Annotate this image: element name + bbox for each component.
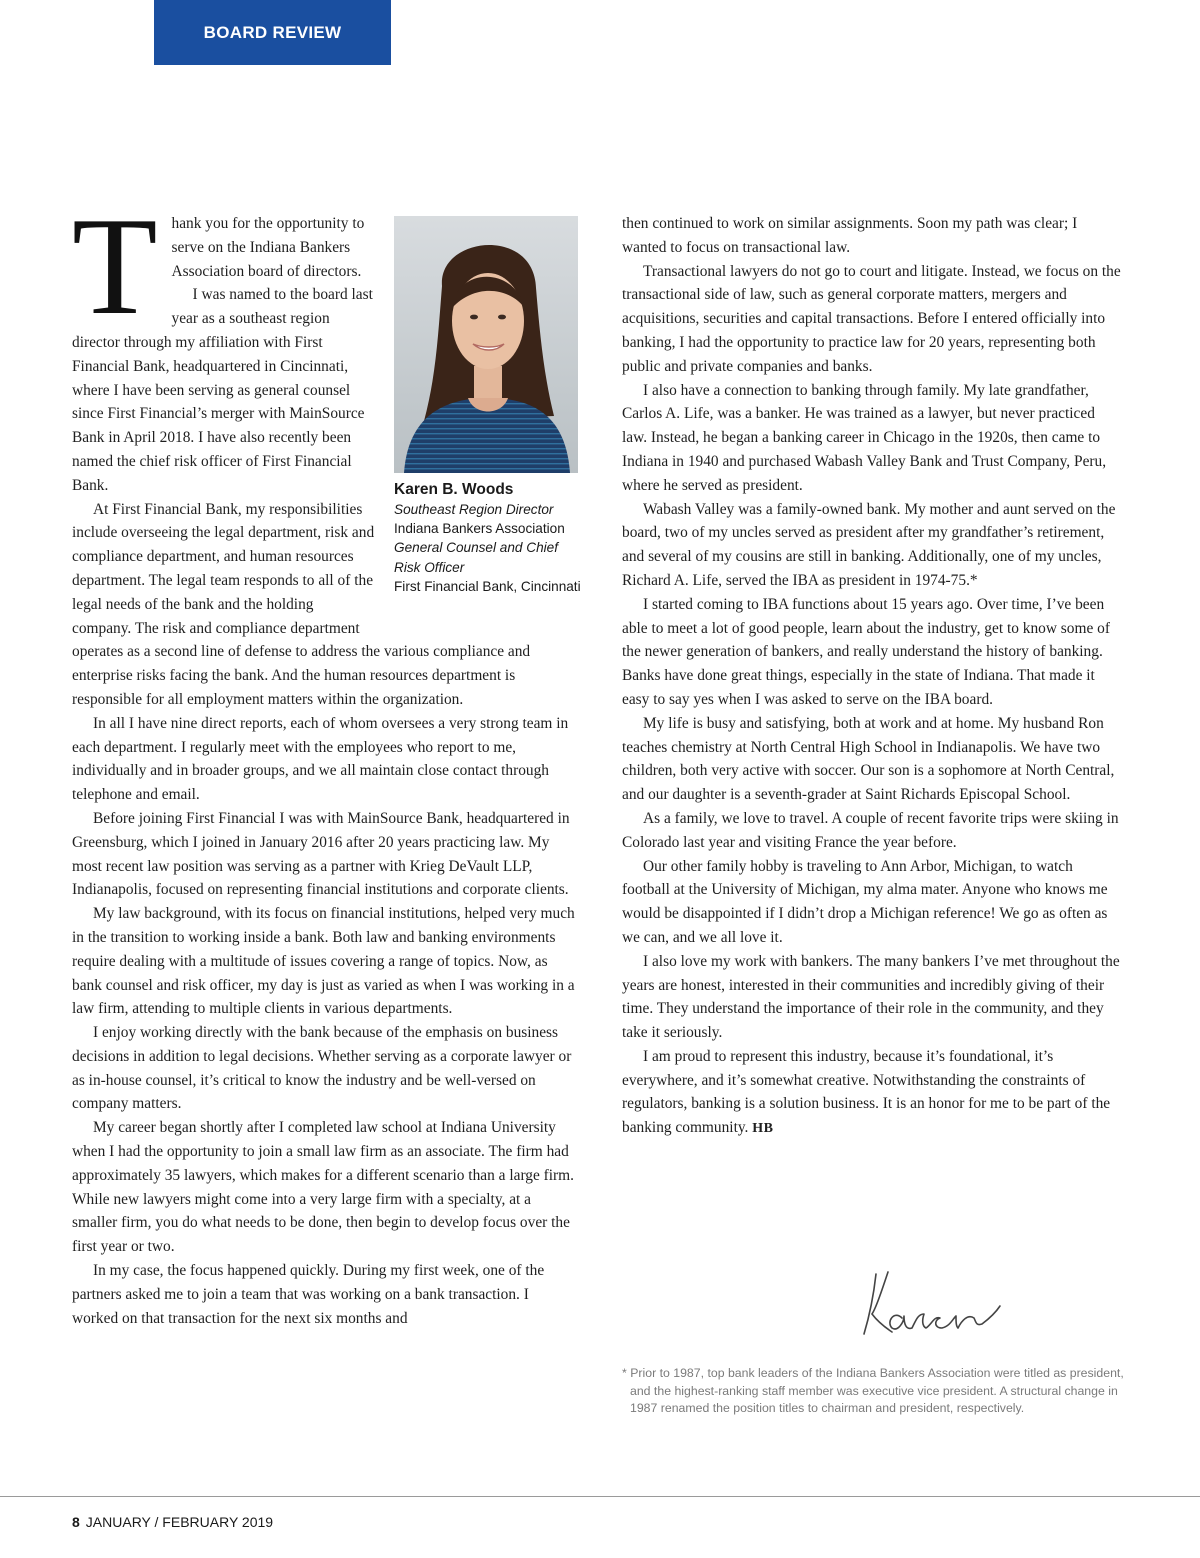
paragraph-6: My law background, with its focus on financial institutions, helped very much in the transition to working inside a bank. Both law and banking environments require dealing with a multitude of issues covering a range of topics. Now, as bank counsel and risk officer, my day is just as varied as when I was working in a law firm, attending to multiple clients in various departments.	[72, 905, 575, 1018]
issue-date: JANUARY / FEBRUARY 2019	[85, 1514, 274, 1530]
paragraph-7: I enjoy working directly with the bank because of the emphasis on business decisions in addition to legal decisions. Whether serving as a corporate lawyer or as in-house counsel, it’s critical to know the industry and be well-versed on company matters.	[72, 1024, 572, 1113]
paragraph-14: I started coming to IBA functions about 15 years ago. Over time, I’ve been able to meet a lot of good people, learn about the industry, get to know some of the newer generation of bankers, and really understand the history of banking. Banks have done great things, especially in the state of Indiana. That made it easy to say yes when I was asked to serve on the IBA board.	[622, 595, 1110, 708]
article-column-right	[622, 212, 1122, 1141]
paragraph-8: My career began shortly after I completed law school at Indiana University when I had the opportunity to join a small law firm as an associate. The firm had approximately 35 lawyers, which makes for a different scenario than a large firm. While new lawyers might come into a very large firm with a specialty, at a smaller firm, you do what needs to be done, then begin to develop focus over the first year or two.	[72, 1119, 575, 1256]
caption-role-2: General Counsel and Chief Risk Officer	[394, 540, 558, 575]
paragraph-19	[622, 1045, 1122, 1141]
caption-role-1: Southeast Region Director	[394, 502, 554, 517]
article-column-left	[72, 189, 578, 1330]
paragraph-4: In all I have nine direct reports, each of whom oversees a very strong team in each department. I regularly meet with the employees who report to me, individually and in broader groups, and we all maintain close contact through telephone and email.	[72, 714, 569, 804]
paragraph-18: I also love my work with bankers. The many bankers I’ve met throughout the years are honest, interested in their communities and incredibly giving of their time. They understand the importance of their role in the community, and they take it seriously.	[622, 952, 1120, 1042]
paragraph-15: My life is busy and satisfying, both at work and at home. My husband Ron teaches chemistry at North Central High School in Indianapolis. We have two children, both very active with soccer. Our son is a sophomore at North Central, and our daughter is a seventh-grader at Saint Richards Episcopal School.	[622, 714, 1115, 804]
paragraph-17: Our other family hobby is traveling to Ann Arbor, Michigan, to watch football at the University of Michigan, my alma mater. Anyone who knows me would be disappointed if I didn’t drop a Michigan reference! We go as often as we can, and we all love it.	[622, 857, 1108, 946]
paragraph-3: At First Financial Bank, my responsibilities include overseeing the legal department, risk and compliance department, and human resources department. The legal team responds to all of the legal needs of the bank and the holding company. The risk and compliance department operates as a second line of defense to address the various compliance and enterprise risks facing the bank. And the human resources department is responsible for all employment matters within the organization.	[72, 500, 531, 708]
section-tab	[154, 0, 391, 65]
end-mark: HB	[752, 1121, 774, 1137]
paragraph-12: I also have a connection to banking through family. My late grandfather, Carlos A. Life, was a banker. He was trained as a lawyer, but never practiced law. Instead, he began a banking career in Chicago in the 1920s, then came to Indiana in 1940 and purchased Wabash Valley Bank and Trust Company, Peru, where he served as president.	[622, 381, 1107, 494]
section-label: BOARD REVIEW	[203, 22, 342, 42]
footer-rule	[0, 1496, 1200, 1497]
paragraph-13: Wabash Valley was a family-owned bank. My mother and aunt served on the board, two of my uncles served as president after my grandfather’s retirement, and several of my cousins are still in banking. Additionally, one of my uncles, Richard A. Life, served the IBA as president in 1974-75.*	[622, 500, 1116, 589]
caption-org-2: First Financial Bank, Cincinnati	[394, 578, 581, 594]
page-footer	[72, 1514, 273, 1530]
caption-name: Karen B. Woods	[394, 481, 514, 498]
paragraph-11: Transactional lawyers do not go to court and litigate. Instead, we focus on the transactional side of law, such as general corporate matters, mergers and acquisitions, securities and capital transactions. Before I entered officially into banking, I had the opportunity to practice law for 20 years, representing both public and private companies and banks.	[622, 262, 1121, 375]
page-number: 8	[72, 1514, 80, 1530]
footnote-text: * Prior to 1987, top bank leaders of the Indiana Bankers Association were titled as president, and the highest-ranking staff member was executive vice president. A structural change in 1987 renamed the position titles to chairman and president, respectively.	[622, 1366, 1124, 1416]
signature	[848, 1262, 1008, 1342]
paragraph-1-text: hank you for the opportunity to serve on the Indiana Bankers Association board of directors.	[171, 215, 365, 280]
paragraph-2: I was named to the board last year as a southeast region director through my affiliation with First Financial Bank, headquartered in Cincinnati, where I have been serving as general counsel since First Financial’s merger with MainSource Bank in April 2018. I have also recently been named the chief risk officer of First Financial Bank.	[72, 286, 373, 494]
paragraph-5: Before joining First Financial I was with MainSource Bank, headquartered in Greensburg, which I joined in January 2016 after 20 years practicing law. My most recent law position was serving as a partner with Krieg DeVault LLP, Indianapolis, focused on representing financial institutions and corporate clients.	[72, 809, 570, 899]
paragraph-16: As a family, we love to travel. A couple of recent favorite trips were skiing in Colorado last year and visiting France the year before.	[622, 809, 1119, 851]
drop-cap: T	[72, 189, 158, 344]
paragraph-19-text: I am proud to represent this industry, because it’s foundational, it’s everywhere, and it’s somewhat creative. Notwithstanding the constraints of regulators, banking is a solution business. It is an honor for me to be part of the banking community.	[622, 1047, 1111, 1137]
signature-karen	[848, 1262, 1008, 1342]
paragraph-9: In my case, the focus happened quickly. During my first week, one of the partners asked me to join a team that was working on a bank transaction. I worked on that transaction for the next six months and	[72, 1262, 545, 1327]
photo-space	[387, 215, 591, 627]
caption-org-1: Indiana Bankers Association	[394, 521, 565, 537]
footnote	[622, 1365, 1134, 1418]
paragraph-10: then continued to work on similar assignments. Soon my path was clear; I wanted to focus on transactional law.	[622, 215, 1078, 256]
